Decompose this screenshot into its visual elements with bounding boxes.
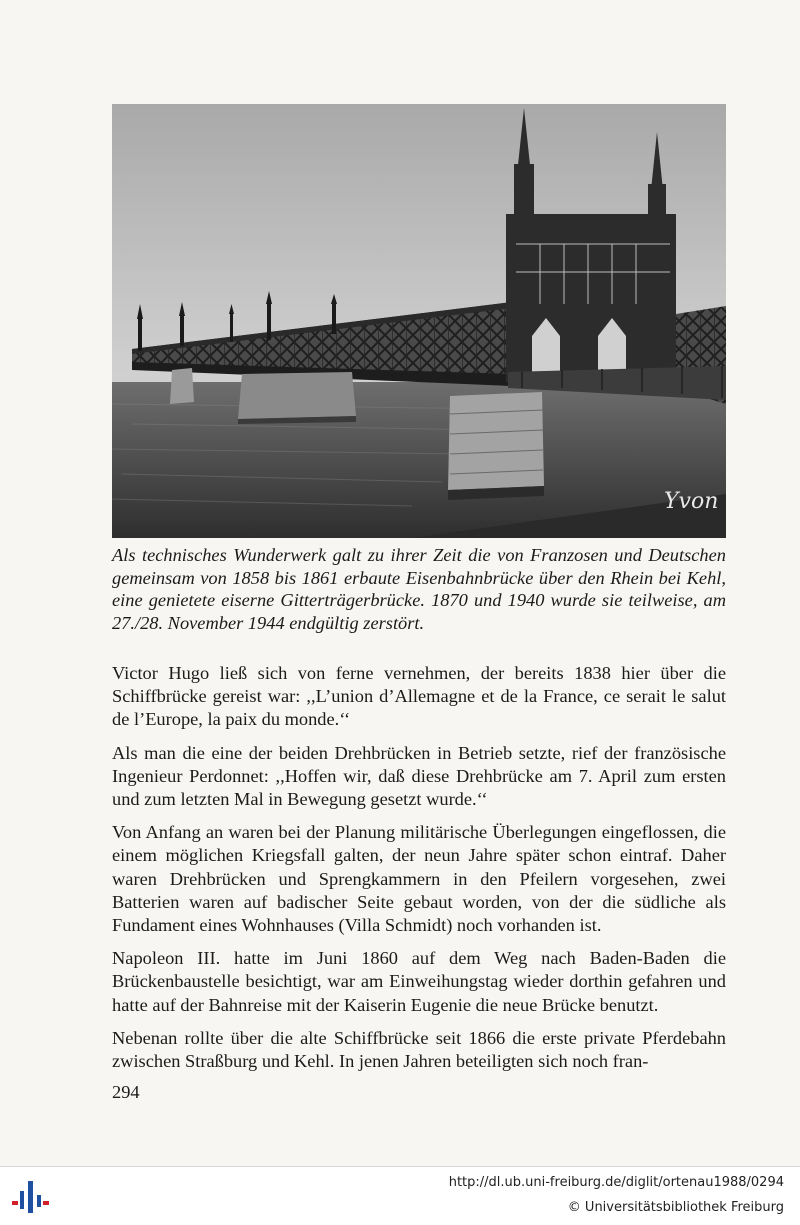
photo-caption: Als technisches Wunderwerk galt zu ihrer Zeit die von Franzosen und Deutschen gemeinsam von 1858 bis 1861 erbaute Eisenbahnbrücke über den Rhein bei Kehl, eine genietete eiserne Gitterträgerbrücke. 1870 und 1940 wurde sie teilweise, am 27./28. November 1944 endgültig zerstört. xyxy=(112,545,726,633)
library-logo-icon xyxy=(10,1177,50,1217)
paragraph: Napoleon III. hatte im Juni 1860 auf dem Weg nach Baden-Baden die Brückenbaustelle besichtigt, war am Einweihungstag wieder dorthin gefahren und hatte auf der Bahnreise mit der Kaiserin Eugenie die neue Brücke benutzt. xyxy=(112,948,726,1015)
page-number: 294 xyxy=(112,1082,140,1102)
bridge-photograph xyxy=(112,104,726,538)
source-url-link[interactable]: http://dl.ub.uni-freiburg.de/diglit/ortenau1988/0294 xyxy=(448,1175,784,1190)
paragraph: Nebenan rollte über die alte Schiffbrücke seit 1866 die erste private Pferdebahn zwischen Straßburg und Kehl. In jenen Jahren beteiligten sich noch fran- xyxy=(112,1027,726,1072)
copyright-notice: © Universitätsbibliothek Freiburg xyxy=(567,1200,784,1215)
paragraph: Als man die eine der beiden Drehbrücken in Betrieb setzte, rief der französische Ingenieur Perdonnet: ,,Hoffen wir, daß diese Drehbrücke am 7. April zum ersten und zum letzten Mal in Bewegung gesetzt wurde.‘‘ xyxy=(112,742,726,810)
paragraph: Victor Hugo ließ sich von ferne vernehmen, der bereits 1838 hier über die Schiffbrücke gereist war: ,,L’union d’Allemagne et de la France, ce serait le salut de l’Europe, la paix du monde.‘‘ xyxy=(112,663,726,730)
photo-signature: Yvon xyxy=(664,489,719,514)
body-text xyxy=(112,662,726,1083)
paragraph: Von Anfang an waren bei der Planung militärische Überlegungen eingeflossen, die einem möglichen Kriegsfall galten, der neun Jahre später schon eintraf. Daher waren Drehbrücken und Sprengkammern in den Pfeilern vorgesehen, zwei Batterien waren auf badischer Seite gebaut worden, von der die südliche als Fundament eines Wohnhauses (Villa Schmidt) noch vorhanden ist. xyxy=(112,822,726,936)
library-footer xyxy=(0,1166,800,1225)
